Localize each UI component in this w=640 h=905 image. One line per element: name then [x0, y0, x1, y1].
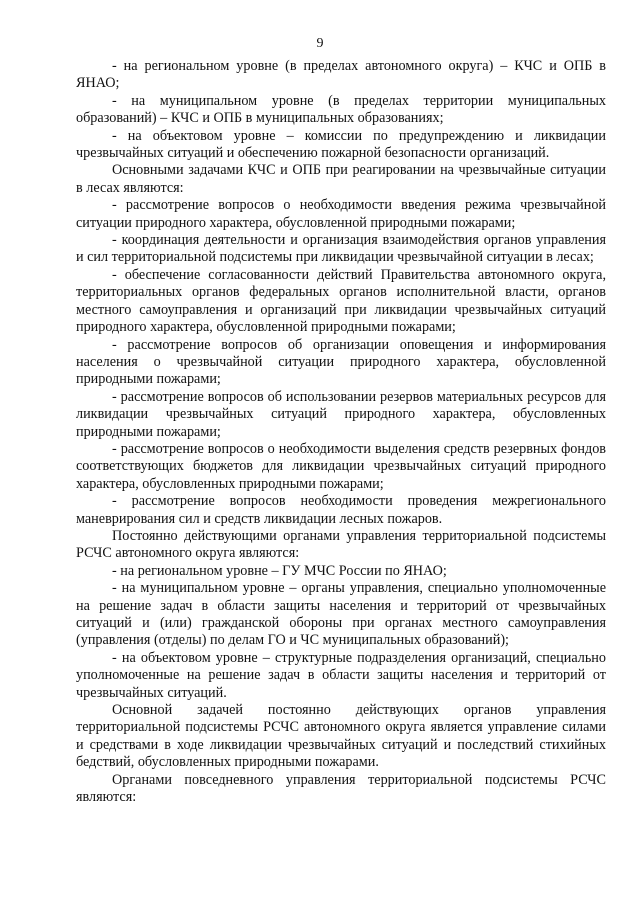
paragraph: - рассмотрение вопросов о необходимости выделения средств резервных фондов соответствующих бюджетов для ликвидации чрезвычайных ситуаций природного характера, обусловленных природными пожарами;	[76, 440, 606, 492]
paragraph: - обеспечение согласованности действий Правительства автономного округа, территориальных органов федеральных органов исполнительной власти, органов местного самоуправления и организаций при ликвидации чрезвычайных ситуаций природного характера, обусловленной природными пожарами;	[76, 266, 606, 336]
paragraph: - на региональном уровне – ГУ МЧС России по ЯНАО;	[112, 562, 447, 579]
paragraph: - рассмотрение вопросов об организации оповещения и информирования населения о чрезвычайной ситуации природного характера, обусловленной природными пожарами;	[76, 336, 606, 388]
paragraph: - на муниципальном уровне (в пределах территории муниципальных образований) – КЧС и ОПБ в муниципальных образованиях;	[76, 92, 606, 127]
paragraph: - на муниципальном уровне – органы управления, специально уполномоченные на решение задач в области защиты населения и территорий от чрезвычайных ситуаций и (или) гражданской обороны при органах местного самоуправления (управления (отделы) по делам ГО и ЧС муниципальных образований);	[76, 580, 606, 649]
page-number: 9	[316, 36, 324, 51]
paragraph: Основными задачами КЧС и ОПБ при реагировании на чрезвычайные ситуации в лесах являются:	[76, 162, 606, 196]
paragraph: - на региональном уровне (в пределах автономного округа) – КЧС и ОПБ в ЯНАО;	[76, 58, 606, 92]
paragraph: - рассмотрение вопросов о необходимости введения режима чрезвычайной ситуации природного характера, обусловленной природными пожарами;	[76, 197, 606, 231]
paragraph: Органами повседневного управления территориальной подсистемы РСЧС являются:	[76, 771, 606, 806]
paragraph: - на объектовом уровне – комиссии по предупреждению и ликвидации чрезвычайных ситуаций и обеспечению пожарной безопасности организаций.	[76, 127, 606, 162]
body-text	[76, 58, 606, 806]
paragraph: Основной задачей постоянно действующих органов управления территориальной подсистемы РСЧС автономного округа является управление силами и средствами в ходе ликвидации чрезвычайных ситуаций и последствий стихийных бедствий, обусловленных природными пожарами.	[76, 702, 606, 771]
paragraph: - рассмотрение вопросов об использовании резервов материальных ресурсов для ликвидации чрезвычайных ситуаций природного характера, обусловленных природными пожарами;	[76, 388, 606, 440]
paragraph: Постоянно действующими органами управления территориальной подсистемы РСЧС автономного округа являются:	[76, 527, 606, 562]
paragraph: - рассмотрение вопросов необходимости проведения межрегионального маневрирования сил и средств ликвидации лесных пожаров.	[76, 493, 606, 527]
paragraph: - на объектовом уровне – структурные подразделения организаций, специально уполномоченные на решение задач в области защиты населения и территорий от чрезвычайных ситуаций.	[76, 649, 606, 701]
paragraph: - координация деятельности и организация взаимодействия органов управления и сил территориальной подсистемы при ликвидации чрезвычайной ситуации в лесах;	[76, 232, 606, 266]
